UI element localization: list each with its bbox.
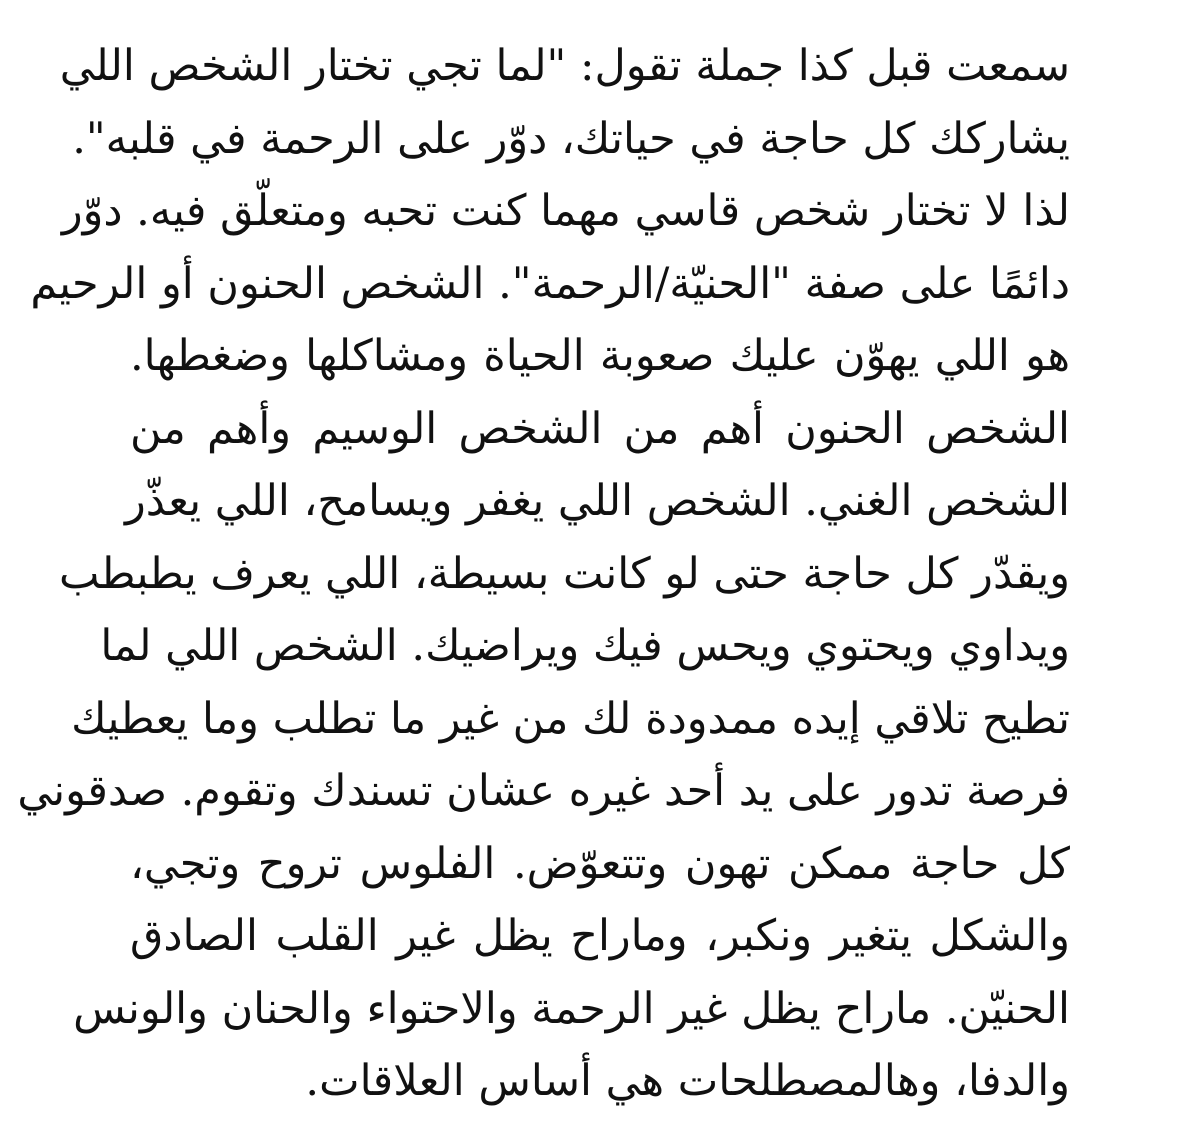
text-line-13: والشكل يتغير ونكبر، وماراح يظل غير القلب الصادق [130,911,1070,961]
text-line-10: تطيح تلاقي إيده ممدودة لك من غير ما تطلب وما يعطيك [71,693,1070,744]
text-line-11: فرصة تدور على يد أحد غيره عشان تسندك وتقوم. صدقوني [17,766,1070,816]
text-page [17,30,1070,1120]
text-line-1: سمعت قبل كذا جملة تقول: "لما تجي تختار الشخص اللي [59,41,1070,91]
text-line-2: يشاركك كل حاجة في حياتك، دوّر على الرحمة في قلبه". [72,113,1070,164]
text-line-9: ويداوي ويحتوي ويحس فيك ويراضيك. الشخص اللي لما [100,621,1070,671]
text-line-6: الشخص الحنون أهم من الشخص الوسيم وأهم من [130,403,1070,454]
text-line-8: ويقدّر كل حاجة حتى لو كانت بسيطة، اللي يعرف يطبطب [58,548,1070,599]
text-line-12: كل حاجة ممكن تهون وتتعوّض. الفلوس تروح وتجي، [130,838,1070,889]
text-line-3: لذا لا تختار شخص قاسي مهما كنت تحبه ومتعلّق فيه. دوّر [61,186,1070,236]
text-line-5: هو اللي يهوّن عليك صعوبة الحياة ومشاكلها وضغطها. [130,331,1070,381]
text-line-14: الحنيّن. ماراح يظل غير الرحمة والاحتواء والحنان والونس [73,983,1070,1034]
text-line-7: الشخص الغني. الشخص اللي يغفر ويسامح، اللي يعذّر [125,476,1070,526]
text-line-15: والدفا، وهالمصطلحات هي أساس العلاقات. [305,1056,1070,1106]
text-line-4: دائمًا على صفة "الحنيّة/الرحمة". الشخص الحنون أو الرحيم [30,258,1070,309]
